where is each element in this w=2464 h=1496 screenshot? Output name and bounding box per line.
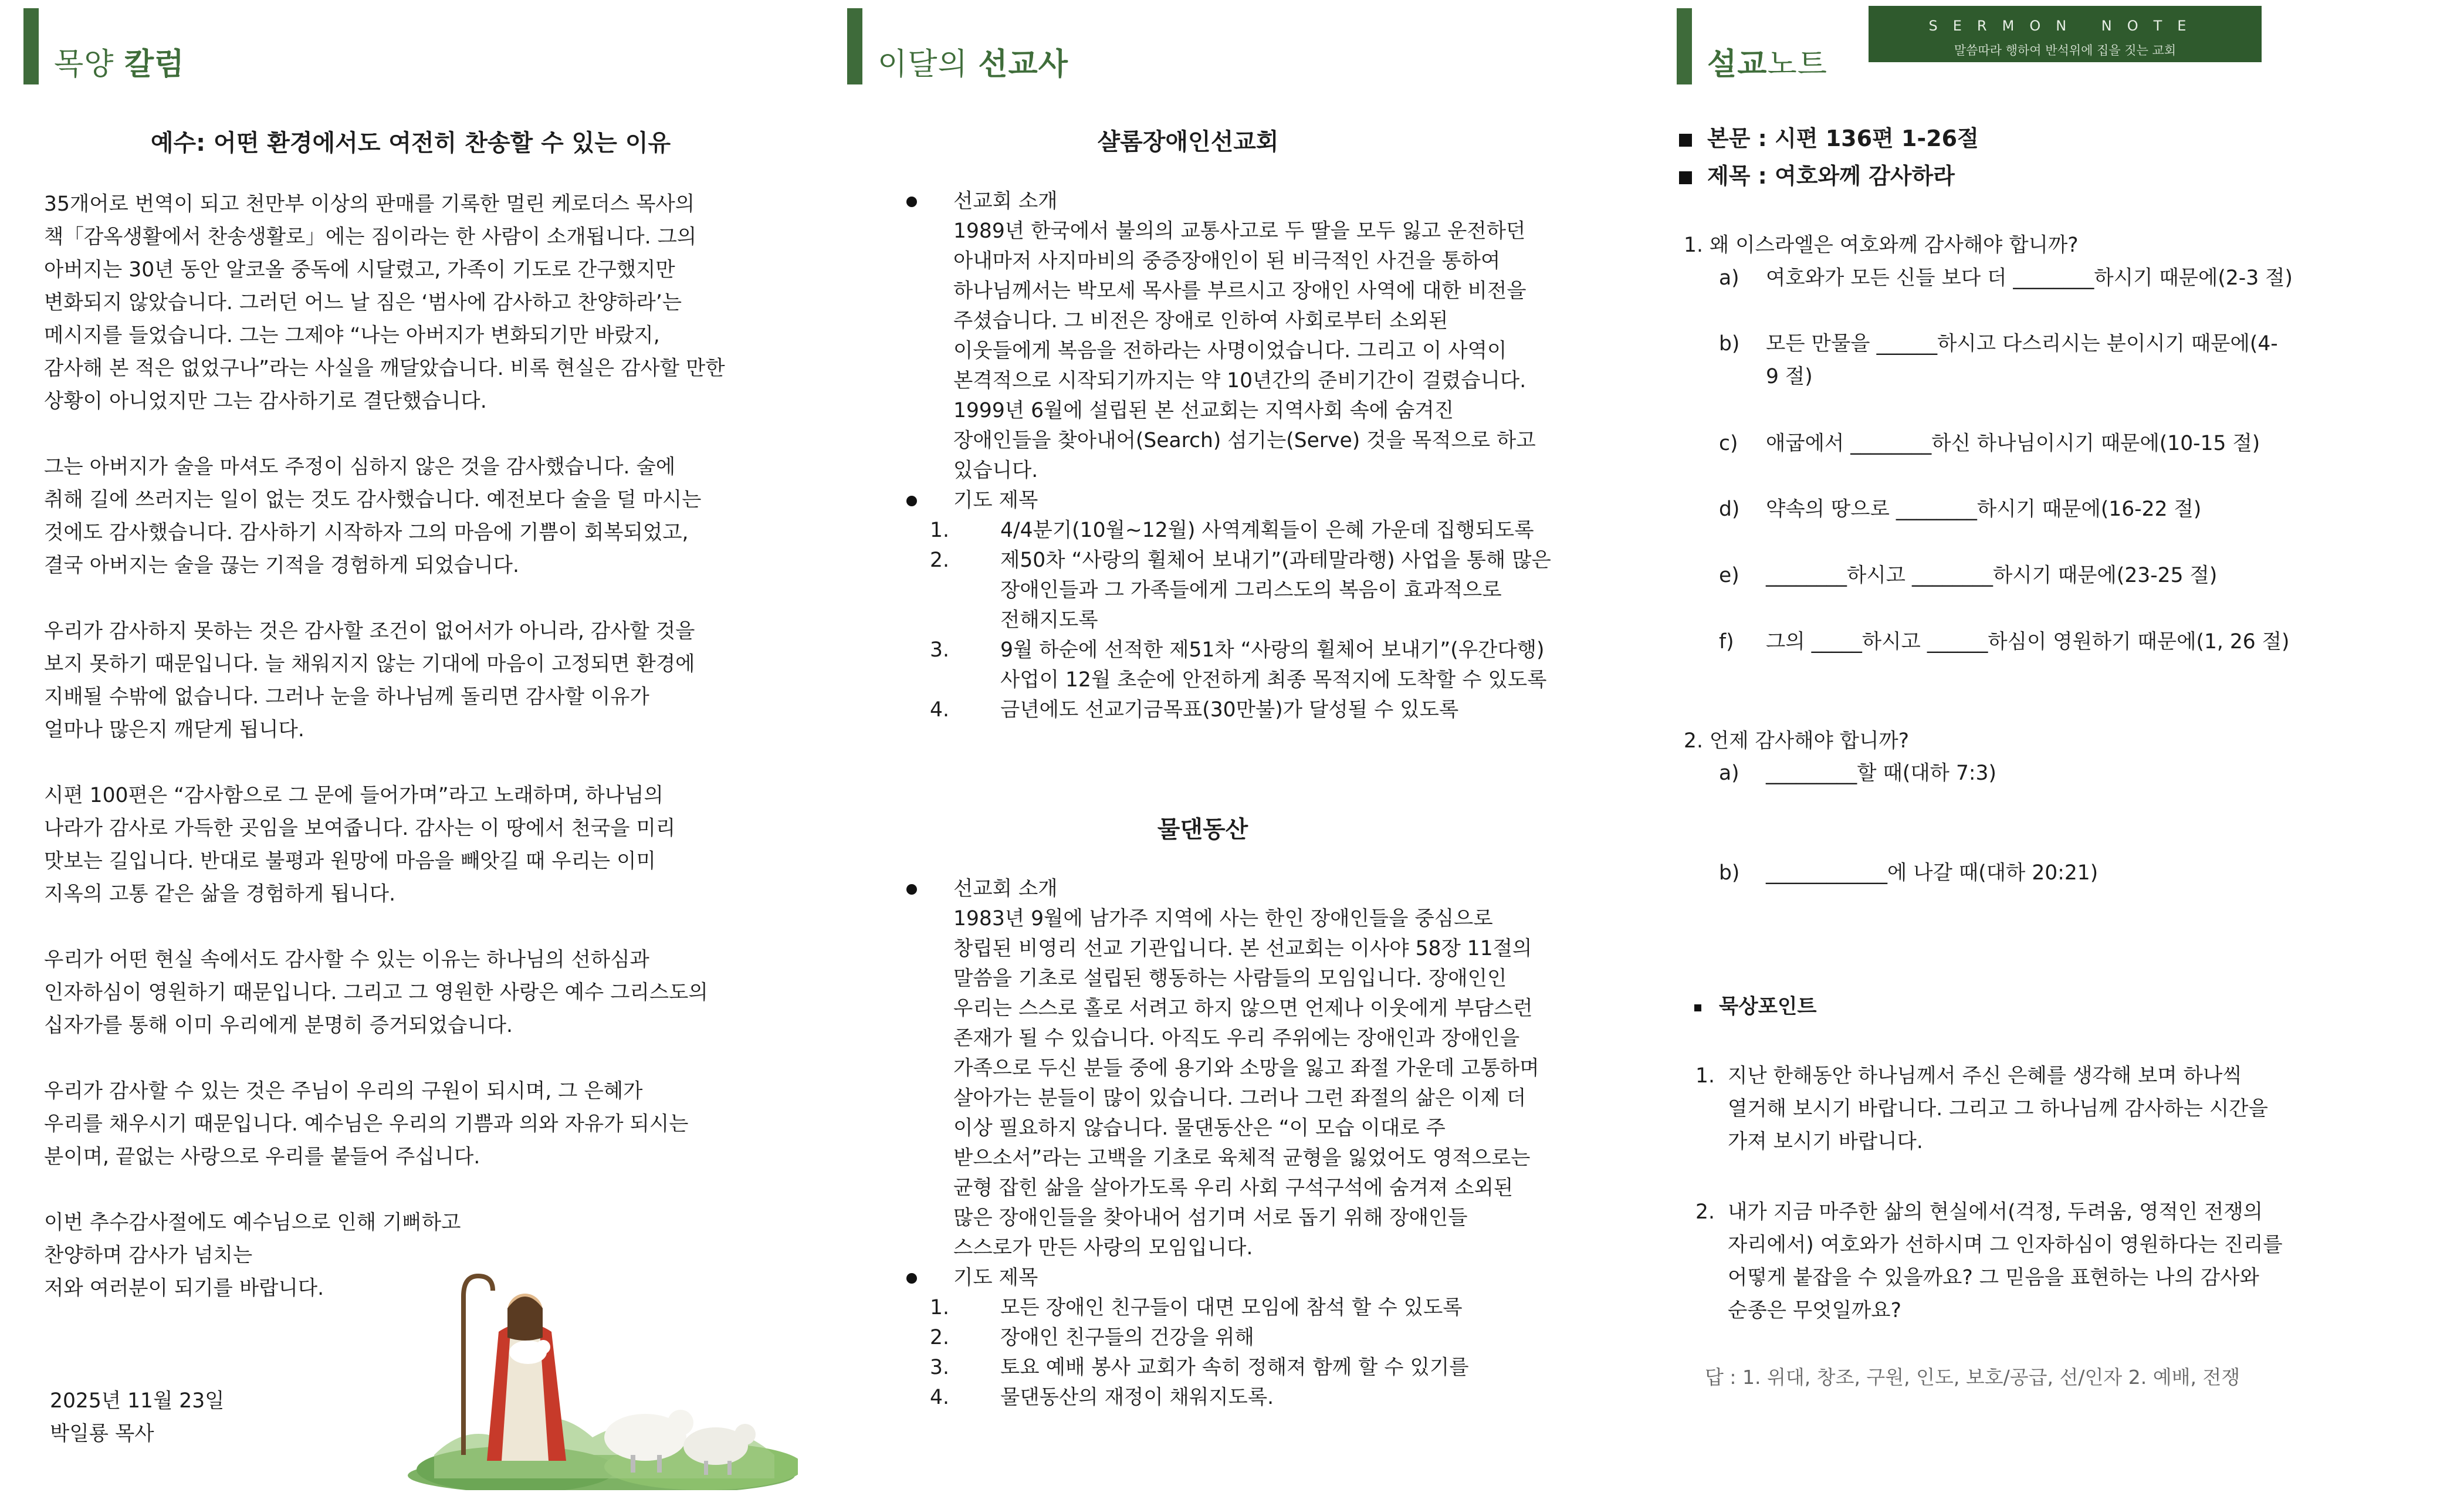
text-line: 책「감옥생활에서 찬송생활로」에는 짐이라는 한 사람이 소개됩니다. 그의	[44, 225, 697, 249]
bullet-heading	[918, 486, 1634, 516]
item-text: 지난 한해동안 하나님께서 주신 은혜를 생각해 보며 하나씩	[1728, 1064, 2242, 1088]
text-line: 감사해 본 적은 없었구나”라는 사실을 깨달았습니다. 비록 현실은 감사할 만한	[44, 357, 725, 380]
list-item	[918, 546, 1634, 576]
prayer-label: 기도 제목	[953, 1266, 1038, 1289]
list-item	[918, 695, 1634, 725]
list-item	[918, 635, 1634, 665]
item-text: 장애인들과 그 가족들에게 그리스도의 복음이 효과적으로	[1000, 578, 1502, 602]
item-text: 그의 _____하시고 ______하심이 영원하기 때문에(1, 26 절)	[1766, 630, 2290, 654]
item-number: 1.	[930, 1296, 949, 1319]
item-label: c)	[1719, 432, 1738, 455]
pastoral-column	[0, 0, 821, 1496]
text-line: 이번 추수감사절에도 예수님으로 인해 기뻐하고	[44, 1211, 461, 1234]
item-text: 여호와가 모든 신들 보다 더 ________하시기 때문에(2-3 절)	[1766, 266, 2293, 290]
bullet-dot	[906, 197, 917, 207]
column-date: 2025년 11월 23일	[50, 1389, 225, 1413]
bullet-heading	[918, 1263, 1634, 1293]
bullet-heading	[918, 874, 1634, 904]
meditation-1-cont: 가져 보시기 바랍니다.	[1728, 1130, 1923, 1153]
subject-text: 제목 : 여호와께 감사하라	[1707, 163, 1955, 189]
text-line: 이웃들에게 복음을 전하라는 사명이었습니다. 그리고 이 사역이	[953, 339, 1507, 363]
text-line: 1989년 한국에서 불의의 교통사고로 두 딸을 모두 잃고 운전하던	[953, 219, 1526, 243]
text-line: 있습니다.	[953, 459, 1038, 482]
item-number: 4.	[930, 1386, 949, 1409]
item-text: 약속의 땅으로 ________하시기 때문에(16-22 절)	[1766, 497, 2202, 521]
item-text: 전해지도록	[1000, 608, 1098, 632]
text-line: 얼마나 많은지 깨닫게 됩니다.	[44, 718, 304, 742]
text-line: 1999년 6월에 설립된 본 선교회는 지역사회 속에 숨겨진	[953, 399, 1454, 422]
section-header	[23, 8, 184, 84]
mission1-prayer-list	[918, 516, 1634, 725]
text-line: 변화되지 않았습니다. 그러던 어느 날 짐은 ‘범사에 감사하고 찬양하라’는	[44, 291, 682, 314]
q1-item-a	[1719, 263, 2293, 293]
scripture-line	[1679, 123, 1979, 154]
question-2: 2. 언제 감사해야 합니까?	[1684, 729, 1910, 753]
text-line: 존재가 될 수 있습니다. 아직도 우리 주위에는 장애인과 장애인을	[953, 1027, 1520, 1050]
answer-key: 답 : 1. 위대, 창조, 구원, 인도, 보호/공급, 선/인자 2. 예배, 전쟁	[1705, 1366, 2240, 1389]
text-line: 1983년 9월에 남가주 지역에 사는 한인 장애인들을 중심으로	[953, 907, 1493, 930]
item-text: 모든 만물을 ______하시고 다스리시는 분이시기 때문에(4-	[1766, 332, 2278, 356]
header-light: 목양	[54, 47, 114, 82]
q1-item-c	[1719, 428, 2260, 459]
text-line: 많은 장애인들을 찾아내어 섬기며 서로 돕기 위해 장애인들	[953, 1206, 1468, 1230]
item-text: 제50차 “사랑의 휠체어 보내기”(과테말라행) 사업을 통해 많은	[1000, 549, 1551, 572]
text-line: 보지 못하기 때문입니다. 늘 채워지지 않는 기대에 마음이 고정되면 환경에	[44, 652, 695, 676]
text-line: 받으소서”라는 고백을 기초로 육체적 균형을 잃었어도 영적으로는	[953, 1146, 1531, 1170]
header-bold: 칼럼	[124, 47, 185, 82]
item-text: _________할 때(대하 7:3)	[1766, 761, 1996, 785]
header-bold: 설교	[1707, 47, 1768, 82]
text-line: 맛보는 길입니다. 반대로 불평과 원망에 마음을 빼앗길 때 우리는 이미	[44, 849, 656, 873]
text-line: 취해 길에 쓰러지는 일이 없는 것도 감사했습니다. 예전보다 술을 덜 마시는	[44, 488, 702, 512]
header-light: 이달의	[878, 47, 968, 82]
item-text: 금년에도 선교기금목표(30만불)가 달성될 수 있도록	[1000, 698, 1459, 722]
text-line: 나라가 감사로 가득한 곳임을 보여줍니다. 감사는 이 땅에서 천국을 미리	[44, 817, 676, 840]
q1-item-b-cont: 9 절)	[1766, 365, 1813, 388]
item-text: 토요 예배 봉사 교회가 속히 정해져 함께 할 수 있기를	[1000, 1356, 1469, 1379]
text-line: 본격적으로 시작되기까지는 약 10년간의 준비기간이 걸렸습니다.	[953, 369, 1527, 392]
header-bar	[847, 8, 862, 84]
sermon-note-banner	[1869, 6, 2262, 62]
bullet-dot	[906, 884, 917, 895]
prayer-label: 기도 제목	[953, 489, 1038, 512]
mission1-intro	[918, 187, 1634, 725]
q1-item-b	[1719, 329, 2278, 359]
list-item	[918, 1293, 1634, 1323]
item-label: e)	[1719, 564, 1739, 587]
text-line: 메시지를 들었습니다. 그는 그제야 “나는 아버지가 변화되기만 바랐지,	[44, 324, 660, 347]
paragraph-2	[44, 451, 801, 582]
meditation-title: 묵상포인트	[1719, 995, 1817, 1018]
item-text: ____________에 나갈 때(대하 20:21)	[1766, 861, 2099, 885]
text-line: 아내마저 사지마비의 중증장애인이 된 비극적인 사건을 통하여	[953, 249, 1501, 273]
banner-subtitle: 말씀따라 행하여 반석위에 집을 짓는 교회	[1954, 43, 2177, 57]
text-line: 가족으로 두신 분들 중에 용기와 소망을 잃고 좌절 가운데 고통하며	[953, 1057, 1539, 1080]
mission2-name: 물댄동산	[1157, 816, 1248, 843]
list-item	[918, 1353, 1634, 1383]
square-bullet-icon	[1679, 171, 1692, 184]
header-bar	[1677, 8, 1692, 84]
missionary-column	[821, 0, 1643, 1496]
paragraph-3	[44, 615, 801, 746]
section-header	[1677, 8, 1827, 84]
header-bold: 선교사	[978, 47, 1068, 82]
meditation-1	[1695, 1061, 2242, 1091]
list-item-cont	[918, 576, 1634, 605]
column-body	[44, 188, 801, 1305]
intro-label: 선교회 소개	[953, 877, 1058, 901]
item-text: 애굽에서 ________하신 하나님이시기 때문에(10-15 절)	[1766, 432, 2260, 455]
text-line: 시편 100편은 “감사함으로 그 문에 들어가며”라고 노래하며, 하나님의	[44, 784, 664, 807]
meditation-heading	[1694, 991, 1817, 1022]
text-line: 우리가 감사할 수 있는 것은 주님이 우리의 구원이 되시며, 그 은혜가	[44, 1079, 643, 1103]
text-line: 우리는 스스로 홀로 서려고 하지 않으면 언제나 이웃에게 부담스런	[953, 997, 1533, 1020]
q1-item-e	[1719, 560, 2217, 591]
item-label: a)	[1719, 761, 1739, 785]
item-number: 4.	[930, 698, 949, 722]
item-text: 물댄동산의 재정이 채워지도록.	[1000, 1386, 1274, 1409]
text-line: 지배될 수밖에 없습니다. 그러나 눈을 하나님께 돌리면 감사할 이유가	[44, 685, 649, 709]
text-line: 말씀을 기초로 설립된 행동하는 사람들의 모임입니다. 장애인인	[953, 967, 1507, 990]
text-line: 결국 아버지는 술을 끊는 기적을 경험하게 되었습니다.	[44, 554, 519, 577]
item-number: 2.	[930, 549, 949, 572]
text-line: 저와 여러분이 되기를 바랍니다.	[44, 1277, 324, 1300]
item-text: ________하시고 ________하시기 때문에(23-25 절)	[1766, 564, 2218, 587]
column-title: 예수: 어떤 환경에서도 여전히 찬송할 수 있는 이유	[150, 130, 671, 157]
list-item-cont	[918, 665, 1634, 695]
mission2-prayer-list	[918, 1293, 1634, 1413]
text-line: 분이며, 끝없는 사랑으로 우리를 붙들어 주십니다.	[44, 1145, 480, 1169]
item-text: 모든 장애인 친구들이 대면 모임에 참석 할 수 있도록	[1000, 1296, 1463, 1319]
list-item	[918, 1323, 1634, 1353]
question-1: 1. 왜 이스라엘은 여호와께 감사해야 합니까?	[1684, 233, 2079, 257]
bullet-dot	[906, 496, 917, 506]
mission1-name: 샬롬장애인선교회	[1097, 128, 1279, 155]
paragraph-4	[44, 779, 801, 911]
q2-item-b	[1719, 858, 2098, 888]
text-line: 창립된 비영리 선교 기관입니다. 본 선교회는 이사야 58장 11절의	[953, 937, 1532, 960]
text-line: 이상 필요하지 않습니다. 물댄동산은 “이 모습 이대로 주	[953, 1116, 1446, 1140]
section-title	[878, 49, 1068, 84]
text-line: 균형 잡힌 삶을 살아가도록 우리 사회 구석구석에 숨겨져 소외된	[953, 1176, 1514, 1200]
column-author: 박일룡 목사	[50, 1422, 154, 1446]
item-text: 내가 지금 마주한 삶의 현실에서(걱정, 두려움, 영적인 전쟁의	[1728, 1200, 2263, 1224]
bullet-dot	[906, 1273, 917, 1284]
intro-label: 선교회 소개	[953, 189, 1058, 213]
meditation-2-cont: 순종은 무엇일까요?	[1728, 1299, 1901, 1322]
q2-item-a	[1719, 758, 1996, 788]
paragraph-1	[44, 188, 801, 418]
text-line: 인자하심이 영원하기 때문입니다. 그리고 그 영원한 사랑은 예수 그리스도의	[44, 981, 708, 1004]
list-item	[918, 516, 1634, 546]
meditation-2-cont: 어떻게 붙잡을 수 있을까요? 그 믿음을 표현하는 나의 감사와	[1728, 1266, 2259, 1289]
item-label: b)	[1719, 861, 1740, 885]
item-number: 3.	[930, 1356, 949, 1379]
list-item	[918, 1383, 1634, 1413]
mission2-intro	[918, 874, 1634, 1413]
text-line: 살아가는 분들이 많이 있습니다. 그러나 그런 좌절의 삶은 이제 더	[953, 1087, 1527, 1110]
square-bullet-icon	[1694, 1004, 1701, 1011]
item-text: 장애인 친구들의 건강을 위해	[1000, 1326, 1254, 1349]
section-header	[847, 8, 1068, 84]
section-title	[1707, 49, 1827, 84]
header-light: 노트	[1767, 47, 1827, 82]
section-title	[54, 49, 184, 84]
item-number: 2.	[1695, 1200, 1715, 1224]
shepherd-illustration	[399, 1244, 798, 1490]
header-bar	[23, 8, 39, 84]
square-bullet-icon	[1679, 134, 1692, 147]
text-line: 우리가 어떤 현실 속에서도 감사할 수 있는 이유는 하나님의 선하심과	[44, 948, 649, 972]
item-text: 4/4분기(10월~12월) 사역계획들이 은혜 가운데 집행되도록	[1000, 519, 1534, 542]
text-line: 것에도 감사했습니다. 감사하기 시작하자 그의 마음에 기쁨이 회복되었고,	[44, 521, 689, 544]
item-label: f)	[1719, 630, 1734, 654]
text-line: 하나님께서는 박모세 목사를 부르시고 장애인 사역에 대한 비전을	[953, 279, 1527, 303]
item-number: 3.	[930, 638, 949, 662]
item-number: 1.	[1695, 1064, 1715, 1088]
item-text: 9월 하순에 선적한 제51차 “사랑의 휠체어 보내기”(우간다행)	[1000, 638, 1545, 662]
meditation-2	[1695, 1197, 2263, 1227]
text-line: 주셨습니다. 그 비전은 장애로 인하여 사회로부터 소외된	[953, 309, 1448, 333]
text-line: 지옥의 고통 같은 삶을 경험하게 됩니다.	[44, 882, 396, 906]
scripture-text: 본문 : 시편 136편 1-26절	[1707, 126, 1979, 151]
bullet-heading	[918, 187, 1634, 216]
text-line: 상황이 아니었지만 그는 감사하기로 결단했습니다.	[44, 390, 487, 413]
banner-title: SERMON NOTE	[1928, 18, 2202, 34]
meditation-2-cont: 자리에서) 여호와가 선하시며 그 인자하심이 영원하다는 진리를	[1728, 1233, 2283, 1257]
text-line: 십자가를 통해 이미 우리에게 분명히 증거되었습니다.	[44, 1014, 513, 1037]
text-line: 찬양하며 감사가 넘치는	[44, 1244, 253, 1267]
text-line: 스스로가 만든 사랑의 모임입니다.	[953, 1236, 1253, 1260]
item-label: a)	[1719, 266, 1739, 290]
text-line: 아버지는 30년 동안 알코올 중독에 시달렸고, 가족이 기도로 간구했지만	[44, 258, 675, 282]
q1-item-d	[1719, 494, 2201, 524]
paragraph-5	[44, 943, 801, 1042]
subject-line	[1679, 161, 1955, 191]
text-line: 우리가 감사하지 못하는 것은 감사할 조건이 없어서가 아니라, 감사할 것을	[44, 620, 695, 643]
text-line: 장애인들을 찾아내어(Search) 섬기는(Serve) 것을 목적으로 하고	[953, 429, 1536, 452]
text-line: 우리를 채우시기 때문입니다. 예수님은 우리의 기쁨과 의와 자유가 되시는	[44, 1112, 689, 1136]
q1-item-f	[1719, 627, 2290, 657]
item-number: 2.	[930, 1326, 949, 1349]
text-line: 35개어로 번역이 되고 천만부 이상의 판매를 기록한 멀린 케로더스 목사의	[44, 192, 695, 216]
item-number: 1.	[930, 519, 949, 542]
meditation-1-cont: 열거해 보시기 바랍니다. 그리고 그 하나님께 감사하는 시간을	[1728, 1097, 2268, 1121]
item-label: d)	[1719, 497, 1740, 521]
paragraph-6	[44, 1075, 801, 1173]
list-item-cont	[918, 605, 1634, 635]
item-label: b)	[1719, 332, 1740, 356]
text-line: 그는 아버지가 술을 마셔도 주정이 심하지 않은 것을 감사했습니다. 술에	[44, 455, 676, 479]
item-text: 사업이 12월 초순에 안전하게 최종 목적지에 도착할 수 있도록	[1000, 668, 1547, 692]
